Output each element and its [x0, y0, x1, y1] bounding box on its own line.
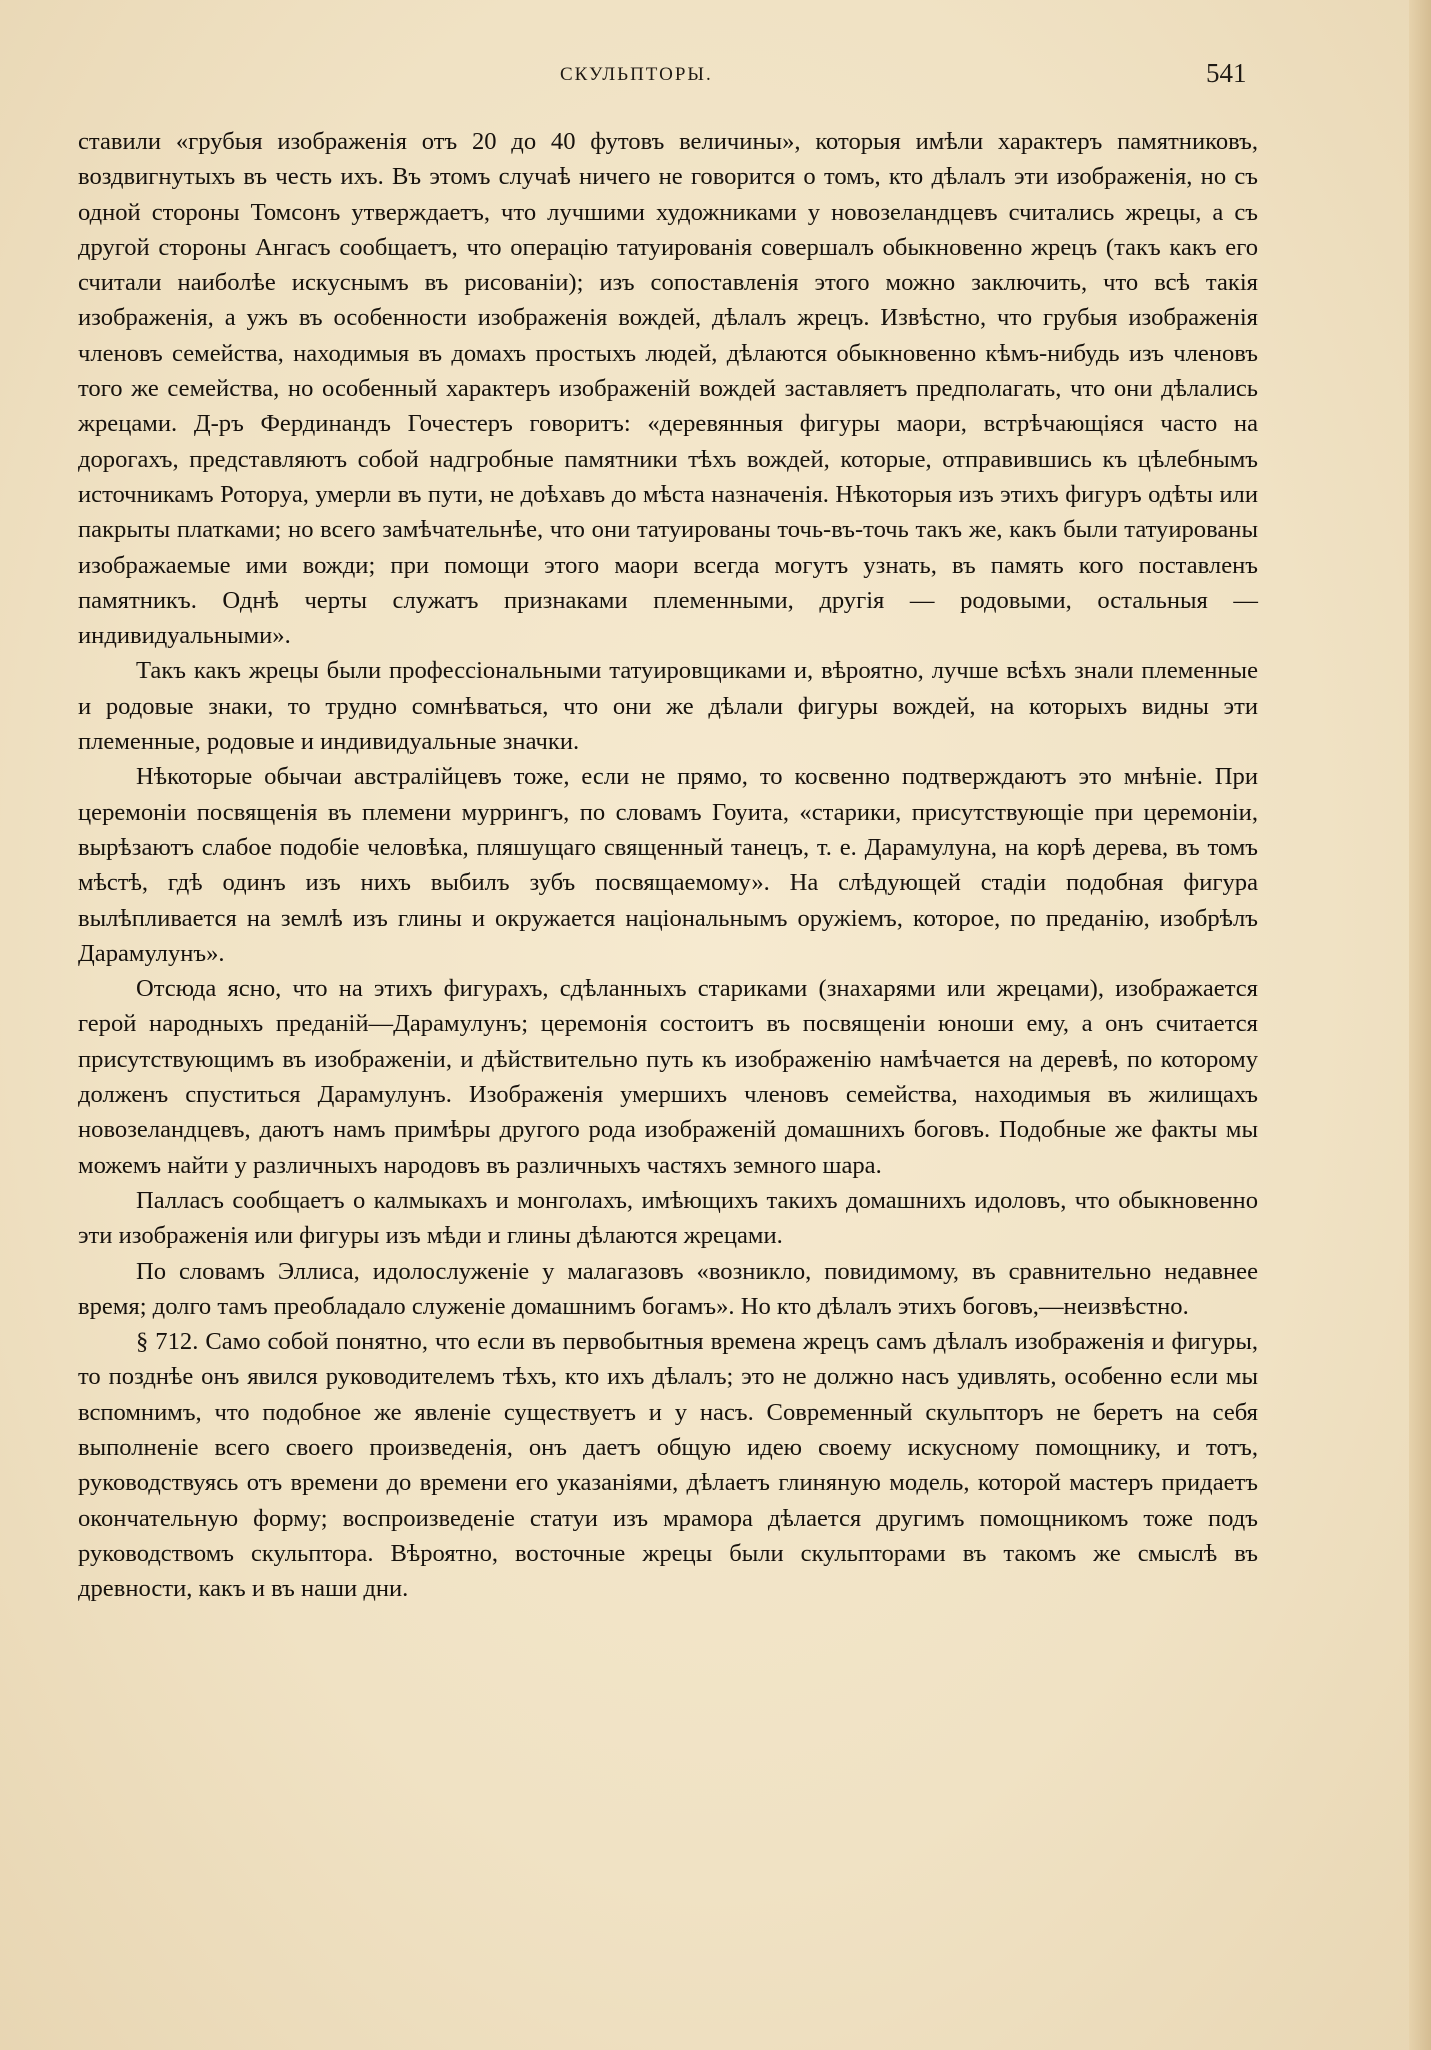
paragraph: Такъ какъ жрецы были профессіональными татуировщиками и, вѣроятно, лучше всѣхъ знали племенные и родовые знаки, то трудно сомнѣваться, что они же дѣлали фигуры вождей, на которыхъ видны эти племенные, родовые и индивидуальные значки. [78, 657, 1258, 756]
paragraph-continued: ставили «грубыя изображенія отъ 20 до 40 футовъ величины», которыя имѣли характеръ памятниковъ, воздвигнутыхъ въ честь ихъ. Въ этомъ случаѣ ничего не говорится о томъ, кто дѣлалъ эти изображенія, но съ одной стороны Томсонъ утверждаетъ, что лучшими художниками у новозеландцевъ считались жрецы, а съ другой стороны Ангасъ сообщаетъ, что операцію татуированія совершалъ обыкновенно жрецъ (такъ какъ его считали наиболѣе искуснымъ въ рисованіи); изъ сопоставленія этого можно заключить, что всѣ такія изображенія, а ужъ въ особенности изображенія вождей, дѣлалъ жрецъ. Извѣстно, что грубыя изображенія членовъ семейства, находимыя въ домахъ простыхъ людей, дѣлаются обыкновенно кѣмъ-нибудь изъ членовъ того же семейства, но особенный характеръ изображеній вождей заставляетъ предполагать, что они дѣлались жрецами. Д-ръ Фердинандъ Гочестеръ говоритъ: «деревянныя фигуры маори, встрѣчающіяся часто на дорогахъ, представляютъ собой надгробные памятники тѣхъ вождей, которые, отправившись къ цѣлебнымъ источникамъ Роторуа, умерли въ пути, не доѣхавъ до мѣста назначенія. Нѣкоторыя изъ этихъ фигуръ одѣты или пакрыты платками; но всего замѣчательнѣе, что они татуированы точь-въ-точь такъ же, какъ были татуированы изображаемые ими вожди; при помощи этого маори всегда могутъ узнать, въ память кого поставленъ памятникъ. Однѣ черты служатъ признаками племенными, другія — родовыми, остальныя — индивидуальными». [78, 128, 1258, 650]
paragraph: Палласъ сообщаетъ о калмыкахъ и монголахъ, имѣющихъ такихъ домашнихъ идоловъ, что обыкновенно эти изображенія или фигуры изъ мѣди и глины дѣлаются жрецами. [78, 1186, 1258, 1250]
running-head [0, 58, 1431, 98]
page-number: 541 [1206, 58, 1247, 88]
body-text [78, 124, 1258, 1606]
paragraph: Отсюда ясно, что на этихъ фигурахъ, сдѣланныхъ стариками (знахарями или жрецами), изображается герой народныхъ преданій—Дарамулунъ; церемонія состоитъ въ посвященіи юноши ему, а онъ считается присутствующимъ въ изображеніи, и дѣйствительно путь къ изображенію намѣчается на деревѣ, по которому долженъ спуститься Дарамулунъ. Изображенія умершихъ членовъ семейства, находимыя въ жилищахъ новозеландцевъ, даютъ намъ примѣры другого рода изображеній домашнихъ боговъ. Подобные же факты мы можемъ найти у различныхъ народовъ въ различныхъ частяхъ земного шара. [78, 975, 1258, 1179]
running-title: СКУЛЬПТОРЫ. [560, 64, 713, 85]
paragraph: Нѣкоторые обычаи австралійцевъ тоже, если не прямо, то косвенно подтверждаютъ это мнѣніе. При церемоніи посвященія въ племени муррингъ, по словамъ Гоуита, «старики, присутствующіе при церемоніи, вырѣзаютъ слабое подобіе человѣка, пляшущаго священный танецъ, т. е. Дарамулуна, на корѣ дерева, въ томъ мѣстѣ, гдѣ одинъ изъ нихъ выбилъ зубъ посвящаемому». На слѣдующей стадіи подобная фигура вылѣпливается на землѣ изъ глины и окружается національнымъ оружіемъ, которое, по преданію, изобрѣлъ Дарамулунъ». [78, 763, 1258, 967]
paragraph: По словамъ Эллиса, идолослуженіе у малагазовъ «возникло, повидимому, въ сравнительно недавнее время; долго тамъ преобладало служеніе домашнимъ богамъ». Но кто дѣлалъ этихъ боговъ,—неизвѣстно. [78, 1257, 1258, 1320]
page-edge [1409, 0, 1431, 2050]
section-712-paragraph: § 712. Само собой понятно, что если въ первобытныя времена жрецъ самъ дѣлалъ изображенія и фигуры, то позднѣе онъ явился руководителемъ тѣхъ, кто ихъ дѣлалъ; это не должно насъ удивлять, особенно если мы вспомнимъ, что подобное же явленіе существуетъ и у насъ. Современный скульпторъ не беретъ на себя выполненіе всего своего произведенія, онъ даетъ общую идею своему искусному помощнику, и тотъ, руководствуясь отъ времени до времени его указаніями, дѣлаетъ глиняную модель, которой мастеръ придаетъ окончательную форму; воспроизведеніе статуи изъ мрамора дѣлается другимъ помощникомъ тоже подъ руководствомъ скульптора. Вѣроятно, восточные жрецы были скульпторами въ такомъ же смыслѣ въ древности, какъ и въ наши дни. [78, 1328, 1258, 1603]
